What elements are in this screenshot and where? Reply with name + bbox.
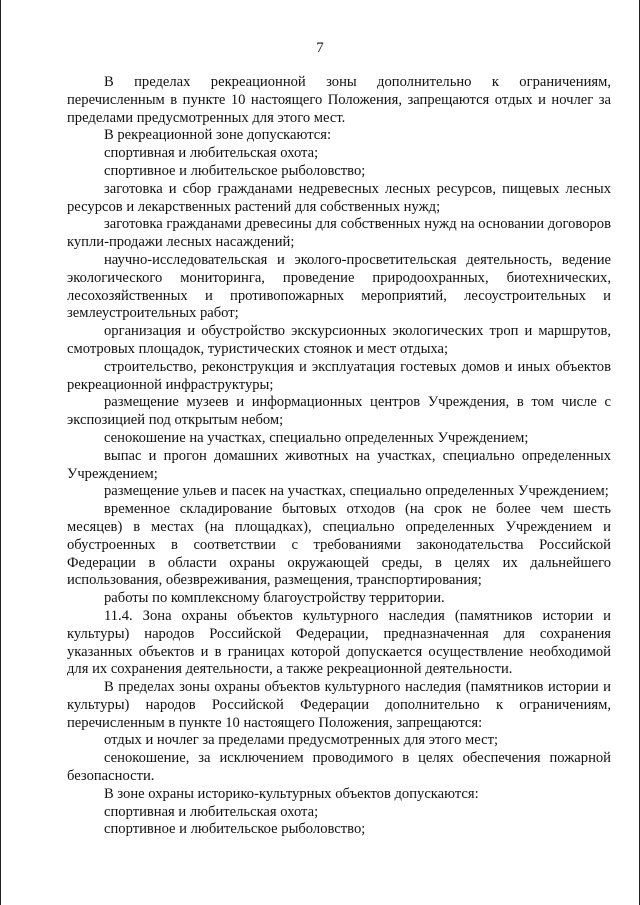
paragraph: временное складирование бытовых отходов (на срок не более чем шесть месяцев) в местах (на площадках), специально определенных Учреждением и обустроенных в соответствии с требованиями законодательства Российской Федерации в области охраны окружающей среды, в целях их дальнейшего использования, обезвреживания, размещения, транспортирования; [67, 501, 611, 589]
paragraph: работы по комплексному благоустройству территории. [104, 590, 445, 607]
paragraph: сенокошение на участках, специально определенных Учреждением; [104, 429, 529, 446]
page-number: 7 [316, 40, 324, 56]
paragraph: спортивное и любительское рыболовство; [104, 821, 366, 838]
paragraph: заготовка гражданами древесины для собственных нужд на основании договоров купли-продажи лесных насаждений; [67, 216, 611, 251]
paragraph: В пределах рекреационной зоны дополнительно к ограничениям, перечисленным в пункте 10 настоящего Положения, запрещаются отдых и ночлег за пределами предусмотренных для этого мест. [67, 74, 611, 126]
paragraph: сенокошение, за исключением проводимого в целях обеспечения пожарной безопасности. [67, 750, 611, 785]
paragraph: В рекреационной зоне допускаются: [104, 127, 332, 144]
paragraph: выпас и прогон домашних животных на участках, специально определенных Учреждением; [67, 447, 611, 482]
paragraph: строительство, реконструкция и эксплуатация гостевых домов и иных объектов рекреационной инфраструктуры; [67, 358, 611, 393]
body-text [67, 74, 611, 839]
paragraph: спортивная и любительская охота; [104, 145, 319, 162]
paragraph: спортивная и любительская охота; [104, 803, 319, 820]
scan-left-edge [0, 0, 1, 905]
paragraph: организация и обустройство экскурсионных экологических троп и маршрутов, смотровых площадок, туристических стоянок и мест отдыха; [67, 323, 611, 357]
paragraph: В зоне охраны историко-культурных объектов допускаются: [104, 785, 479, 802]
paragraph: размещение музеев и информационных центров Учреждения, в том числе с экспозицией под открытым небом; [67, 394, 611, 429]
paragraph: заготовка и сбор гражданами недревесных лесных ресурсов, пищевых лесных ресурсов и лекарственных растений для собственных нужд; [67, 180, 611, 215]
paragraph: отдых и ночлег за пределами предусмотренных для этого мест; [104, 732, 499, 749]
paragraph: В пределах зоны охраны объектов культурного наследия (памятников истории и культуры) народов Российской Федерации дополнительно к ограничениям, перечисленным в пункте 10 настоящего Положения, запрещаются: [67, 679, 611, 731]
paragraph: спортивное и любительское рыболовство; [104, 162, 366, 179]
section-11-4-paragraph: 11.4. Зона охраны объектов культурного наследия (памятников истории и культуры) народов Российской Федерации, предназначенная для сохранения указанных объектов и в границах которой допускается осуществление необходимой для их сохранения деятельности, а также рекреационной деятельности. [67, 607, 611, 678]
paragraph: научно-исследовательская и эколого-просветительская деятельность, ведение экологического мониторинга, проведение природоохранных, биотехнических, лесохозяйственных и противопожарных мероприятий, лесоустроительных и землеустроительных работ; [67, 251, 611, 322]
paragraph: размещение ульев и пасек на участках, специально определенных Учреждением; [104, 483, 609, 500]
